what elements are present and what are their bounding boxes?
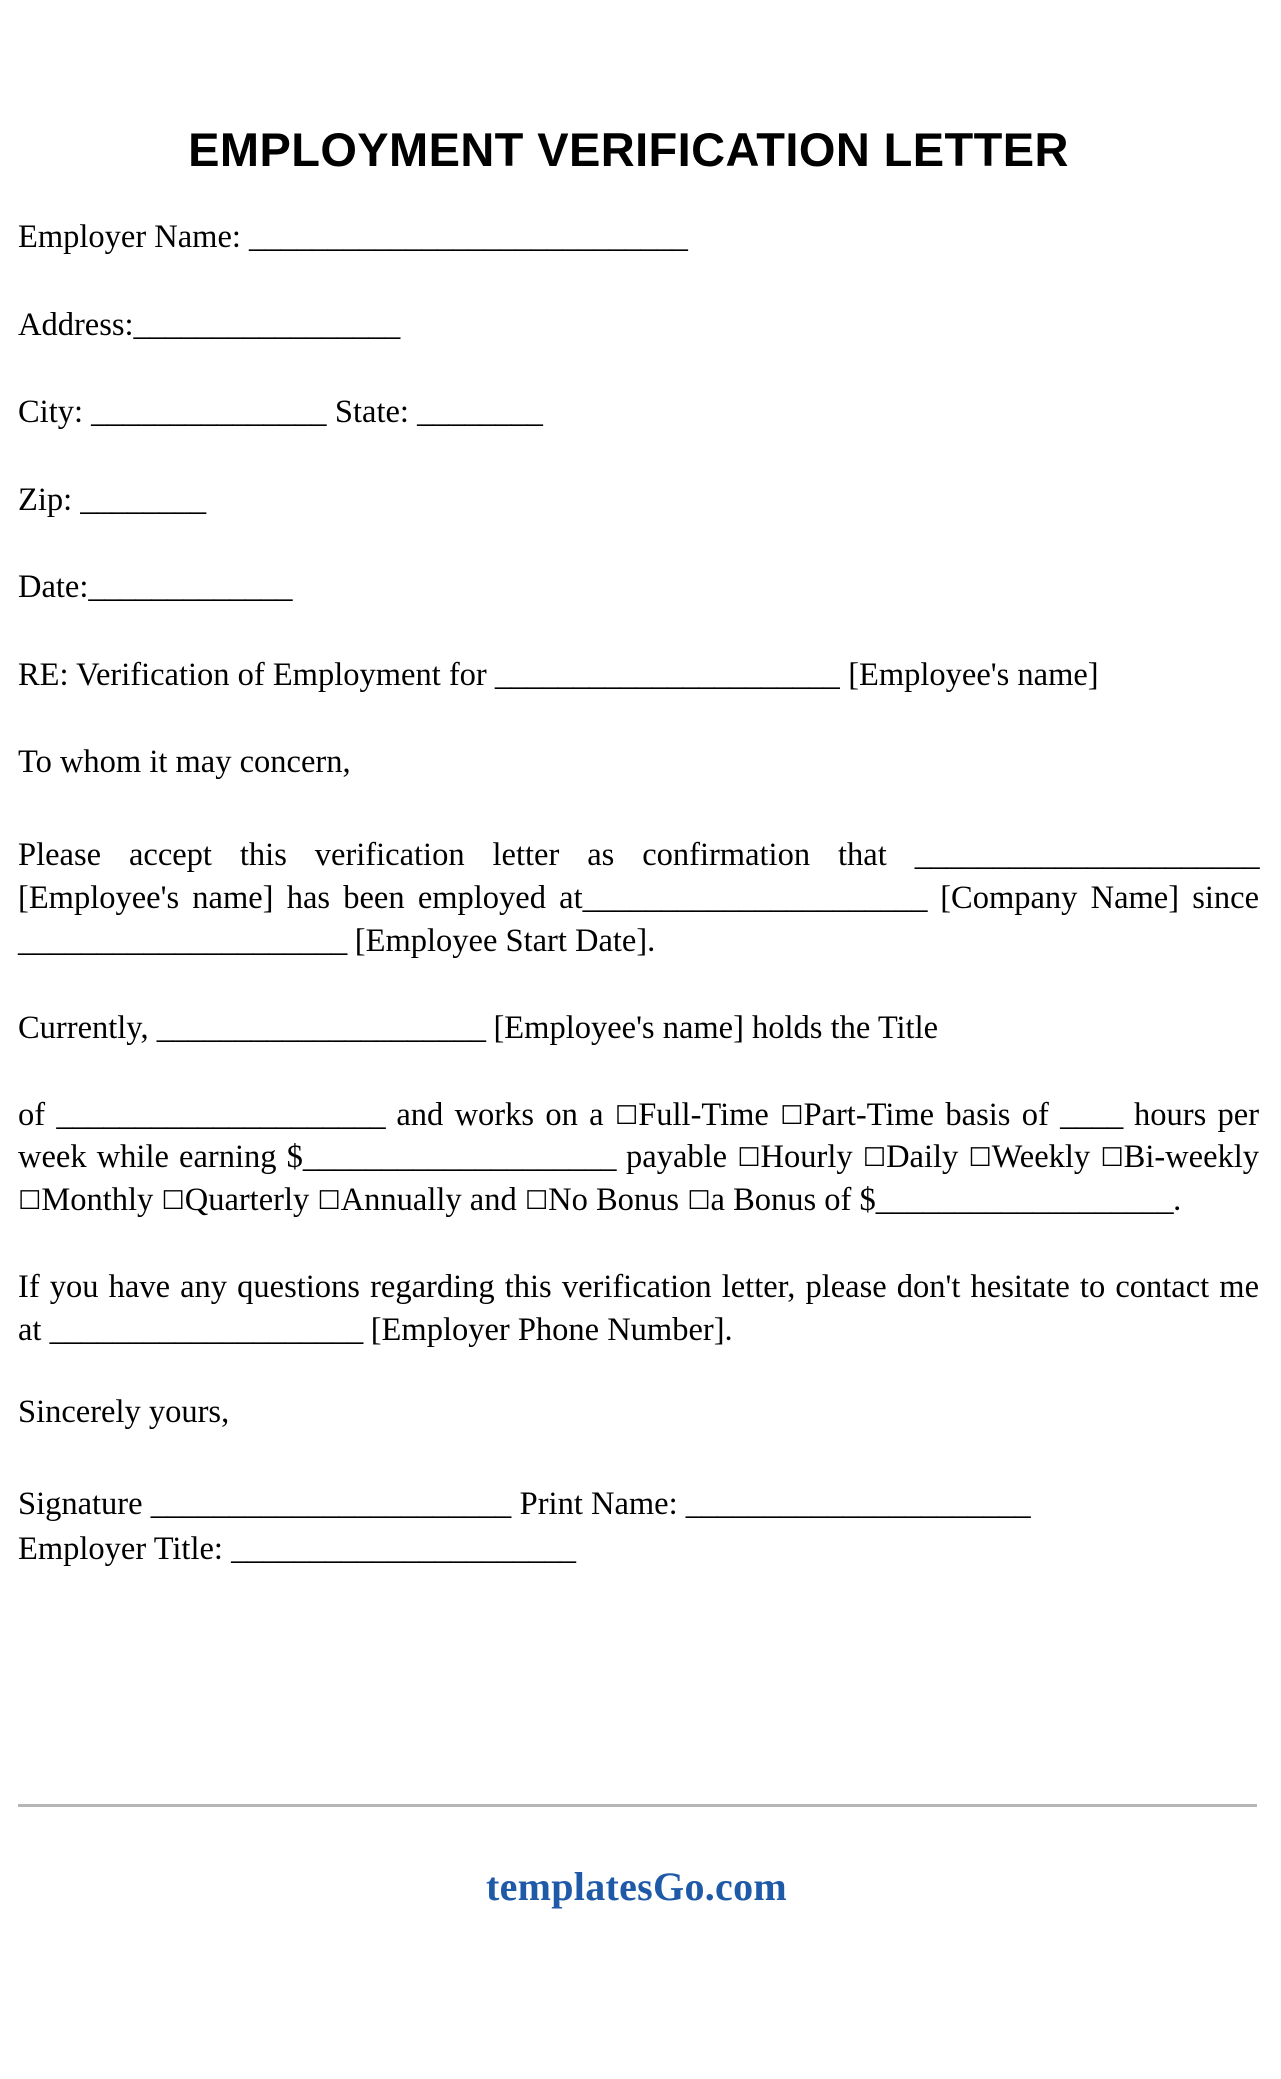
checkbox-a-bonus[interactable] (687, 1182, 851, 1218)
p2-text-1: Currently, (18, 1009, 157, 1046)
blank-city[interactable]: _______________ (91, 394, 326, 431)
field-label-address: Address: (18, 306, 134, 343)
blank-address[interactable]: _________________ (133, 306, 400, 343)
blank-company-name[interactable]: ______________________ (582, 879, 927, 916)
checkbox-label-a-bonus: a Bonus of (710, 1182, 852, 1219)
checkbox-label-no-bonus: No Bonus (548, 1182, 680, 1219)
checkbox-label-hourly: Hourly (760, 1139, 853, 1176)
checkbox-icon[interactable]: ☐ (317, 1186, 341, 1217)
p3-text-3: basis of (934, 1096, 1061, 1133)
brand-text[interactable]: templatesGo.com (485, 1864, 788, 1910)
blank-employer-title[interactable]: ______________________ (231, 1531, 576, 1568)
blank-state[interactable]: ________ (417, 394, 543, 431)
closing: Sincerely yours, (18, 1394, 230, 1430)
blank-signature[interactable]: _______________________ (150, 1485, 511, 1522)
document-page (0, 31, 1281, 2079)
p2-text-2: [Employee's name] holds the Title (485, 1009, 939, 1046)
p3-text-1: of (18, 1096, 57, 1133)
page-title: EMPLOYMENT VERIFICATION LETTER (188, 123, 1069, 177)
field-label-date: Date: (18, 569, 89, 606)
field-address (18, 306, 1259, 343)
field-city-state (18, 396, 1259, 429)
checkbox-icon[interactable]: ☐ (524, 1186, 549, 1217)
p3-text-2: and works on a (385, 1096, 615, 1133)
checkbox-label-annually: Annually (340, 1182, 462, 1219)
checkbox-weekly[interactable] (968, 1139, 1090, 1175)
blank-date[interactable]: _____________ (88, 569, 292, 606)
re-placeholder-tag: [Employee's name] (848, 656, 1099, 693)
blank-print-name[interactable]: ______________________ (685, 1485, 1031, 1522)
checkbox-label-weekly: Weekly (991, 1139, 1091, 1176)
blank-employee-name-re[interactable]: ______________________ (494, 656, 840, 693)
employer-title-label: Employer Title: (18, 1531, 232, 1568)
paragraph-employment-confirmation (18, 834, 1259, 963)
blank-job-title[interactable]: _____________________ (56, 1096, 386, 1133)
field-employer-name (18, 221, 1259, 254)
blank-employer-name[interactable]: ____________________________ (249, 219, 688, 256)
blank-bonus-amount[interactable]: ___________________ (875, 1182, 1174, 1219)
blank-employee-name-1[interactable]: ______________________ (914, 836, 1259, 873)
p3-text-5: payable (615, 1139, 738, 1176)
p1-text-3: [Company Name] since (940, 879, 1260, 916)
field-date (18, 571, 1259, 604)
field-label-zip: Zip: (18, 481, 81, 518)
checkbox-label-quarterly: Quarterly (184, 1182, 310, 1219)
re-label: RE: Verification of Employment for (18, 656, 495, 693)
checkbox-icon[interactable]: ☐ (161, 1186, 185, 1217)
checkbox-no-bonus[interactable] (525, 1182, 679, 1218)
print-name-label: Print Name: (519, 1485, 686, 1522)
checkbox-icon[interactable]: ☐ (18, 1186, 42, 1217)
checkbox-label-full-time: Full-Time (638, 1096, 769, 1133)
p3-text-4: hours per week while earning $ (18, 1096, 1260, 1176)
checkbox-label-daily: Daily (886, 1139, 959, 1176)
signature-label: Signature (18, 1485, 151, 1522)
checkbox-quarterly[interactable] (161, 1182, 309, 1218)
paragraph-compensation (18, 1094, 1259, 1223)
letter-body (18, 221, 1259, 1570)
checkbox-part-time[interactable] (780, 1097, 934, 1133)
p1-text-2: [Employee's name] has been employed at (18, 879, 583, 916)
paragraph-contact (18, 1266, 1259, 1352)
blank-employee-name-2[interactable]: _____________________ (156, 1009, 486, 1046)
salutation: To whom it may concern, (18, 744, 351, 781)
field-zip (18, 481, 1259, 518)
p3-text-8: . (1173, 1182, 1182, 1219)
p1-text-1: Please accept this verification letter as confirmation that (18, 836, 915, 873)
blank-earnings[interactable]: ____________________ (302, 1139, 616, 1176)
footer-divider (18, 1804, 1257, 1807)
field-label-employer-name: Employer Name: (18, 219, 250, 256)
blank-start-date[interactable]: _____________________ (18, 922, 347, 959)
p4-text-2: [Employer Phone Number]. (362, 1312, 733, 1349)
signature-block (18, 1484, 1259, 1571)
checkbox-monthly[interactable] (18, 1182, 153, 1218)
checkbox-icon[interactable]: ☐ (862, 1143, 887, 1174)
blank-zip[interactable]: ________ (80, 481, 206, 518)
checkbox-full-time[interactable] (615, 1097, 769, 1133)
checkbox-icon[interactable]: ☐ (614, 1100, 639, 1131)
checkbox-icon[interactable]: ☐ (1100, 1143, 1124, 1174)
checkbox-icon[interactable]: ☐ (780, 1100, 804, 1131)
blank-hours-per-week[interactable]: ____ (1060, 1096, 1123, 1133)
employer-title-row (18, 1529, 1259, 1571)
field-label-state: State: (334, 394, 418, 431)
paragraph-title (18, 1007, 1259, 1050)
p1-text-4: [Employee Start Date]. (346, 922, 656, 959)
checkbox-icon[interactable]: ☐ (968, 1143, 992, 1174)
p3-text-7: $ (859, 1182, 876, 1219)
checkbox-label-bi-weekly: Bi-weekly (1123, 1139, 1260, 1176)
checkbox-icon[interactable]: ☐ (737, 1143, 761, 1174)
checkbox-hourly[interactable] (737, 1139, 852, 1175)
checkbox-icon[interactable]: ☐ (687, 1186, 711, 1217)
checkbox-label-monthly: Monthly (41, 1182, 154, 1219)
p3-text-6: and (461, 1182, 525, 1219)
re-line (18, 656, 1259, 693)
footer-brand[interactable] (0, 1863, 1281, 1910)
blank-employer-phone[interactable]: ____________________ (49, 1312, 363, 1349)
checkbox-label-part-time: Part-Time (803, 1096, 935, 1133)
field-label-city: City: (18, 394, 92, 431)
signature-row (18, 1484, 1259, 1526)
checkbox-daily[interactable] (863, 1139, 959, 1175)
p4-text-1: If you have any questions regarding this verification letter, please don't hesitate to contact me at (18, 1269, 1259, 1349)
checkbox-bi-weekly[interactable] (1100, 1139, 1259, 1175)
checkbox-annually[interactable] (317, 1182, 461, 1218)
